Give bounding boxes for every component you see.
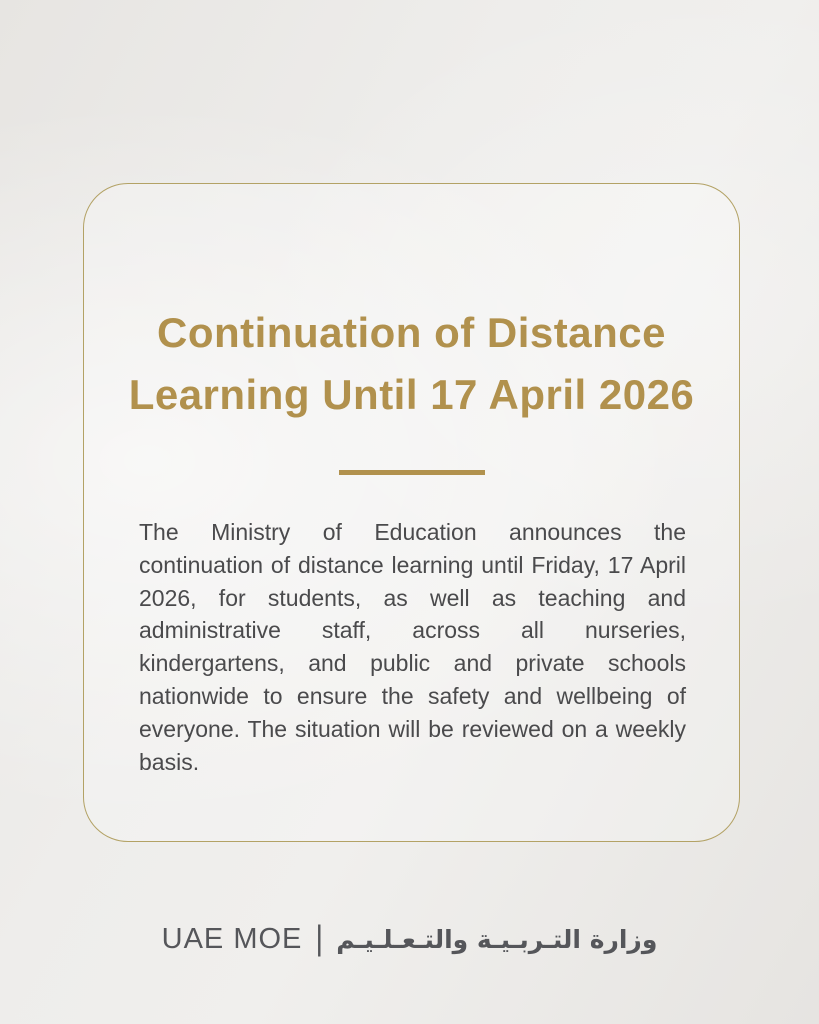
poster-title-line-2: Learning Until 17 April 2026 (128, 371, 695, 418)
moe-logo-arabic: وزارة التـربـيـة والتـعـلـيـم (336, 924, 658, 954)
moe-logo (0, 915, 819, 963)
moe-logo-separator: | (315, 919, 324, 958)
announcement-card (83, 183, 740, 842)
title-divider (339, 470, 485, 475)
poster-title (84, 302, 739, 426)
poster-title-line-1: Continuation of Distance (157, 309, 666, 356)
moe-logo-latin: UAE MOE (161, 922, 303, 955)
announcement-body: The Ministry of Education announces the continuation of distance learning until Friday, 17 April 2026, for students, as well as teaching and administrative staff, across all nurseries, kindergartens, and public and private schools nationwide to ensure the safety and wellbeing of everyone. The situation will be reviewed on a weekly basis. (139, 519, 686, 775)
